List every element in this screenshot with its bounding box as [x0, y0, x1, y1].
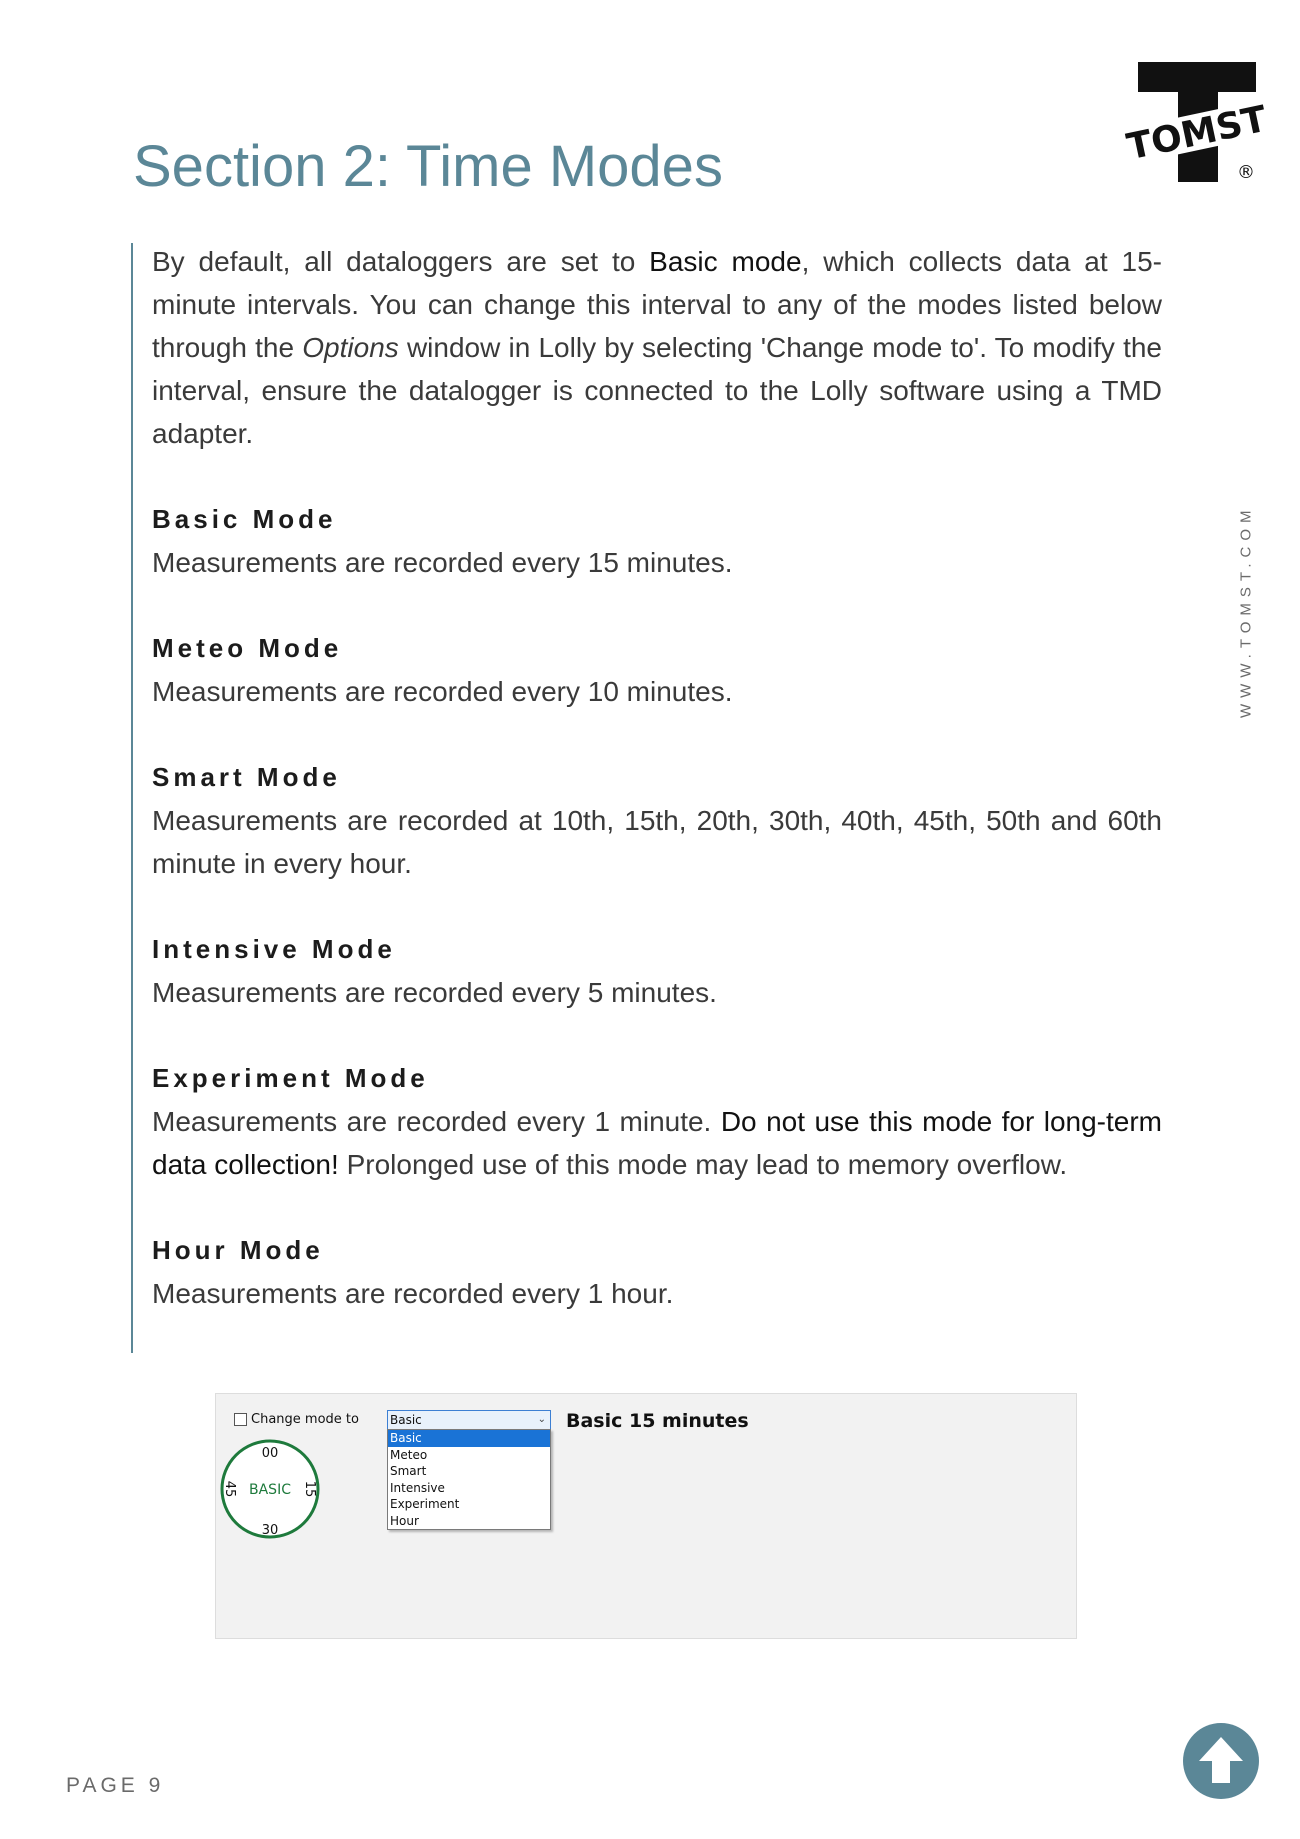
content-accent-bar	[131, 243, 133, 1353]
mode-hour	[152, 1229, 1162, 1315]
section-title: Section 2: Time Modes	[133, 134, 723, 199]
mode-description: Measurements are recorded every 1 minute. Do not use this mode for long-term data collection! Prolonged use of this mode may lead to memory overflow.	[152, 1106, 1163, 1180]
chevron-down-icon[interactable]: ⌄	[537, 1414, 546, 1425]
tomst-logo	[1123, 62, 1271, 183]
options-emphasis: Options	[302, 332, 399, 363]
mode-intensive	[152, 928, 1162, 1014]
dropdown-option-basic[interactable]: Basic	[388, 1430, 550, 1447]
mode-title: Basic Mode	[152, 504, 337, 534]
lolly-options-screenshot	[215, 1393, 1077, 1639]
registered-mark: ®	[1237, 162, 1255, 183]
mode-title: Experiment Mode	[152, 1063, 429, 1093]
dropdown-option-intensive[interactable]: Intensive	[390, 1480, 445, 1495]
dropdown-option-experiment[interactable]: Experiment	[390, 1497, 460, 1511]
mode-interval-description: Basic 15 minutes	[566, 1410, 749, 1432]
mode-smart	[152, 756, 1162, 885]
mode-title: Hour Mode	[152, 1235, 324, 1265]
mode-dropdown-list	[387, 1429, 551, 1530]
dropdown-option-meteo[interactable]: Meteo	[390, 1447, 428, 1462]
change-mode-checkbox[interactable]	[234, 1413, 247, 1426]
side-website-url[interactable]: WWW.TOMST.COM	[1237, 504, 1255, 718]
main-content	[152, 240, 1162, 1315]
dropdown-option-hour[interactable]: Hour	[390, 1513, 419, 1528]
logo-text: TOMST	[1123, 98, 1271, 169]
dial-label-right: 15	[302, 1480, 317, 1498]
dial-label-bottom: 30	[261, 1523, 279, 1538]
mode-dial-icon	[218, 1437, 322, 1541]
mode-title: Meteo Mode	[152, 633, 343, 663]
dial-label-top: 00	[261, 1446, 279, 1461]
mode-description: Measurements are recorded every 1 hour.	[152, 1278, 674, 1309]
mode-title: Smart Mode	[152, 762, 341, 792]
basic-mode-emphasis: Basic mode	[649, 246, 802, 277]
page-number: PAGE 9	[66, 1774, 165, 1797]
dial-label-left: 45	[222, 1480, 237, 1498]
arrow-up-icon	[1183, 1723, 1259, 1799]
change-mode-label: Change mode to	[251, 1412, 359, 1427]
mode-select[interactable]: Basic ⌄	[387, 1410, 551, 1430]
back-to-top-button[interactable]	[1183, 1723, 1259, 1799]
dropdown-option-smart[interactable]: Smart	[390, 1464, 427, 1478]
warning-text: Do not use this mode for long-term data collection!	[152, 1106, 1163, 1180]
mode-description: Measurements are recorded every 5 minutes.	[152, 977, 717, 1008]
mode-meteo	[152, 627, 1162, 713]
dial-label-center: BASIC	[249, 1482, 291, 1498]
mode-description: Measurements are recorded every 10 minutes.	[152, 676, 733, 707]
mode-basic	[152, 498, 1162, 584]
intro-paragraph: By default, all dataloggers are set to Basic mode, which collects data at 15-minute intervals. You can change this interval to any of the modes listed below through the Options window in Lolly by selecting 'Change mode to'. To modify the interval, ensure the datalogger is connected to the Lolly software using a TMD adapter.	[152, 246, 1162, 449]
mode-experiment	[152, 1057, 1162, 1186]
change-mode-row	[234, 1412, 359, 1427]
mode-description: Measurements are recorded every 15 minutes.	[152, 547, 733, 578]
mode-description: Measurements are recorded at 10th, 15th, 20th, 30th, 40th, 45th, 50th and 60th minute in every hour.	[152, 805, 1162, 879]
mode-title: Intensive Mode	[152, 934, 396, 964]
